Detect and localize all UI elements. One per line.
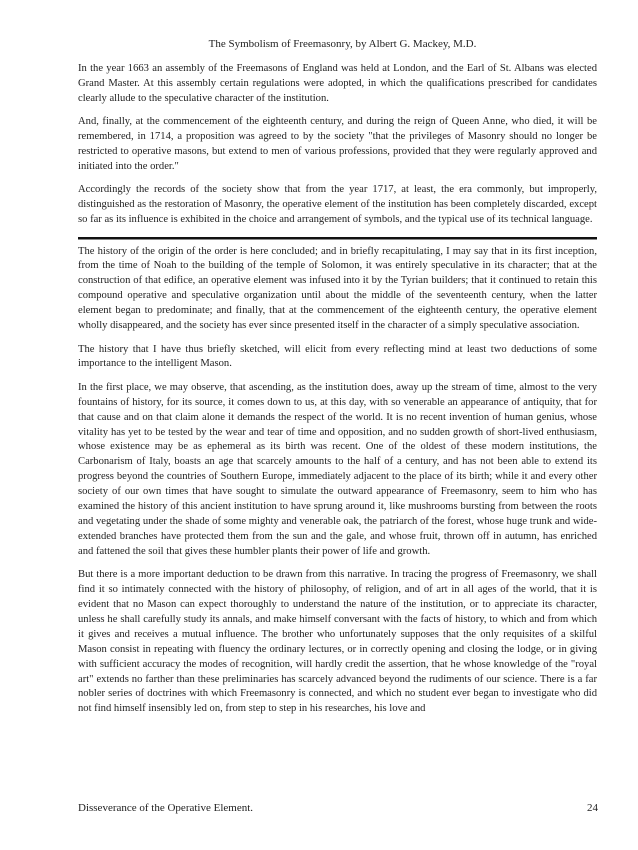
running-header: The Symbolism of Freemasonry, by Albert G. Mackey, M.D. (208, 38, 477, 50)
footer-chapter-title: Disseverance of the Operative Element. (78, 802, 254, 814)
paragraph: In the first place, we may observe, that ascending, as the institution does, away up the stream of time, almost to the very fountains of history, for its source, it comes down to us, at this day, with so venerable an appearance of antiquity, that for that cause and on that claim alone it demands the respect of the world. It is no recent invention of human genius, whose vitality has yet to be tested by the wear and tear of time and opposition, and no sudden growth of short-lived enthusiasm, whose existence may be as ephemeral as its birth was recent. One of the oldest of these modern institutions, the Carbonarism of Italy, boasts an age that scarcely amounts to the half of a century, and has not been able to extend its progress beyond the countries of Southern Europe, immediately adjacent to the place of its birth; while it and every other society of our own times that have sought to simulate the outward appearance of Freemasonry, seem to him who has examined the history of this ancient institution to have sprung around it, like mushrooms bursting from between the roots and vegetating under the shade of some mighty and venerable oak, the patriarch of the forest, whose huge trunk and wide-extended branches have protected them from the sun and the gale, and whose fruit, thrown off in autumn, has enriched and fattened the soil that gives these humbler plants their power of life and growth. (78, 381, 597, 557)
paragraph: Accordingly the records of the society show that from the year 1717, at least, the era commonly, but improperly, distinguished as the restoration of Masonry, the operative element of the institution has been completely discarded, except so far as its influence is exhibited in the choice and arrangement of symbols, and the typical use of its technical language. (78, 184, 597, 226)
paragraph: The history that I have thus briefly sketched, will elicit from every reflecting mind at least two deductions of some importance to the intelligent Mason. (78, 343, 597, 370)
page-number: 24 (587, 802, 598, 814)
paragraph: And, finally, at the commencement of the eighteenth century, and during the reign of Queen Anne, who died, it will be remembered, in 1714, a proposition was agreed to by the society "that the privileges of Masonry should no longer be restricted to operative masons, but extend to men of various professions, provided that they were regularly approved and initiated into the order." (78, 116, 597, 172)
page-footer (78, 801, 598, 815)
section-divider (78, 237, 597, 240)
paragraph: But there is a more important deduction to be drawn from this narrative. In tracing the progress of Freemasonry, we shall find it so intimately connected with the history of philosophy, of religion, and of art in all ages of the world, that it is evident that no Mason can expect thoroughly to understand the nature of the institution, or to appreciate its character, unless he shall carefully study its annals, and make himself conversant with the facts of history, to which and from which it gives and receives a mutual influence. The brother who unfortunately supposes that the only requisites of a skilful Mason consist in repeating with fluency the ordinary lectures, or in correctly opening and closing the lodge, or in giving with sufficient accuracy the modes of recognition, will hardly credit the assertion, that he whose knowledge of the "royal art" extends no farther than these preliminaries has scarcely advanced beyond the rudiments of our science. There is a far nobler series of doctrines with which Freemasonry is connected, and which no student ever began to investigate who did not find himself insensibly led on, from step to step in his researches, his love and (78, 569, 597, 715)
paragraph: In the year 1663 an assembly of the Freemasons of England was held at London, and the Earl of St. Albans was elected Grand Master. At this assembly certain regulations were adopted, in which the qualifications prescribed for candidates clearly allude to the speculative character of the institution. (78, 63, 597, 104)
paragraph: The history of the origin of the order is here concluded; and in briefly recapitulating, I may say that in its first inception, from the time of Noah to the building of the temple of Solomon, it was entirely speculative in its character; that at the construction of that edifice, an operative element was infused into it by the Tyrian builders; that it continued to retain this compound operative and speculative organization until about the middle of the seventeenth century, when the latter element began to predominate; and finally, that at the commencement of the eighteenth century, the operative element wholly disappeared, and the society has ever since presented itself in the character of a simply speculative association. (78, 245, 597, 332)
